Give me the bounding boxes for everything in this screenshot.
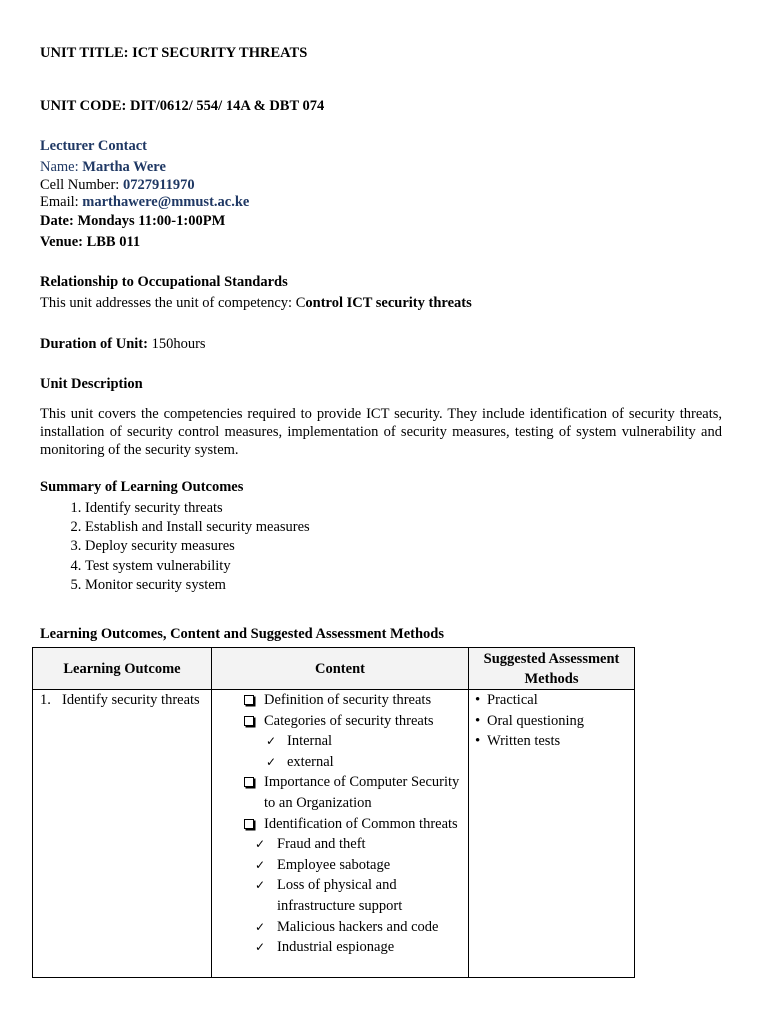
summary-item: 1. Identify security threats <box>85 499 310 518</box>
unit-code: UNIT CODE: DIT/0612/ 554/ 14A & DBT 074 <box>40 98 325 114</box>
occupational-heading: Relationship to Occupational Standards <box>40 274 288 290</box>
duration-value: 150hours <box>147 336 206 352</box>
header-assessment-methods: Suggested Assessment Methods <box>469 648 635 690</box>
table-header-row <box>33 648 635 690</box>
name-value: Martha Were <box>82 159 166 175</box>
content-subtopic-text: Employee sabotage <box>277 856 391 873</box>
checkmark-icon: ✓ <box>255 919 266 934</box>
method-item: • Practical <box>469 690 634 711</box>
content-subtopic-text: Fraud and theft <box>277 836 366 853</box>
methods-list <box>469 690 634 752</box>
content-subtopic <box>212 875 468 916</box>
content-topic-text: Categories of security threats <box>264 712 434 729</box>
content-subtopic-text: Malicious hackers and code <box>277 918 439 935</box>
content-topic-text: Importance of Computer Security to an Organization <box>264 774 460 811</box>
lecturer-cell-line <box>40 177 195 194</box>
content-topic <box>212 690 468 711</box>
unit-description-heading: Unit Description <box>40 376 143 392</box>
competency-name: ontrol ICT security threats <box>305 295 472 311</box>
content-topic <box>212 772 468 813</box>
content-subtopic <box>212 855 468 876</box>
content-topic <box>212 711 468 732</box>
checkmark-icon: ✓ <box>255 940 266 955</box>
name-label: Name: <box>40 159 83 175</box>
table-row <box>33 690 635 978</box>
email-label: Email: <box>40 194 83 210</box>
lecture-venue: Venue: LBB 011 <box>40 234 141 250</box>
cell-value: 0727911970 <box>122 177 195 193</box>
header-content: Content <box>212 648 469 690</box>
method-item: • Written tests <box>469 731 634 752</box>
table-caption: Learning Outcomes, Content and Suggested Assessment Methods <box>40 626 445 642</box>
content-topic <box>212 814 468 835</box>
checkmark-icon: ✓ <box>255 857 266 872</box>
lecture-date: Date: Mondays 11:00-1:00PM <box>40 213 226 229</box>
summary-item: 2. Establish and Install security measures <box>85 518 310 537</box>
lecturer-contact-heading: Lecturer Contact <box>40 138 147 154</box>
method-item: • Oral questioning <box>469 711 634 732</box>
checkmark-icon: ✓ <box>255 878 266 893</box>
content-topic-text: Definition of security threats <box>264 692 432 708</box>
content-subtopic-text: external <box>287 753 334 770</box>
content-subtopic-text: Loss of physical and infrastructure support <box>277 877 403 914</box>
occupational-lead: This unit addresses the unit of competency: C <box>40 295 306 311</box>
content-topic-text: Identification of Common threats <box>264 815 458 832</box>
methods-cell <box>469 690 635 978</box>
summary-item: 5. Monitor security system <box>85 576 310 595</box>
content-cell <box>212 690 469 978</box>
summary-list <box>40 499 310 595</box>
checkmark-icon: ✓ <box>266 754 277 769</box>
occupational-text <box>40 295 472 312</box>
lecturer-email-line <box>40 194 249 211</box>
summary-item: 3. Deploy security measures <box>85 537 310 556</box>
cell-label: Cell Number: <box>40 177 123 193</box>
checkmark-icon: ✓ <box>255 837 266 852</box>
outcome-text: Identify security threats <box>62 692 200 708</box>
summary-heading: Summary of Learning Outcomes <box>40 479 244 495</box>
content-subtopic <box>212 937 468 958</box>
content-subtopic <box>212 917 468 938</box>
email-link[interactable]: marthawere@mmust.ac.ke <box>82 194 250 210</box>
content-subtopic <box>212 834 468 855</box>
summary-item: 4. Test system vulnerability <box>85 557 310 576</box>
unit-title: UNIT TITLE: ICT SECURITY THREATS <box>40 45 308 61</box>
content-subtopic-text: Industrial espionage <box>277 939 395 956</box>
duration-label: Duration of Unit: <box>40 336 148 352</box>
outcome-cell <box>33 690 212 978</box>
content-subtopic-text: Internal <box>287 733 333 750</box>
outcome-number: 1. <box>40 692 51 708</box>
duration-line <box>40 336 206 353</box>
header-learning-outcome: Learning Outcome <box>33 648 212 690</box>
content-list <box>212 690 468 958</box>
content-subtopic <box>212 752 468 773</box>
checkmark-icon: ✓ <box>266 734 277 749</box>
unit-description-text: This unit covers the competencies required to provide ICT security. They include identification of security threats, installation of security control measures, implementation of security measures, testing of system vulnerability and monitoring of the security system. <box>40 406 722 458</box>
content-subtopic <box>212 731 468 752</box>
outcomes-table <box>32 647 635 978</box>
lecturer-name-line <box>40 159 166 176</box>
